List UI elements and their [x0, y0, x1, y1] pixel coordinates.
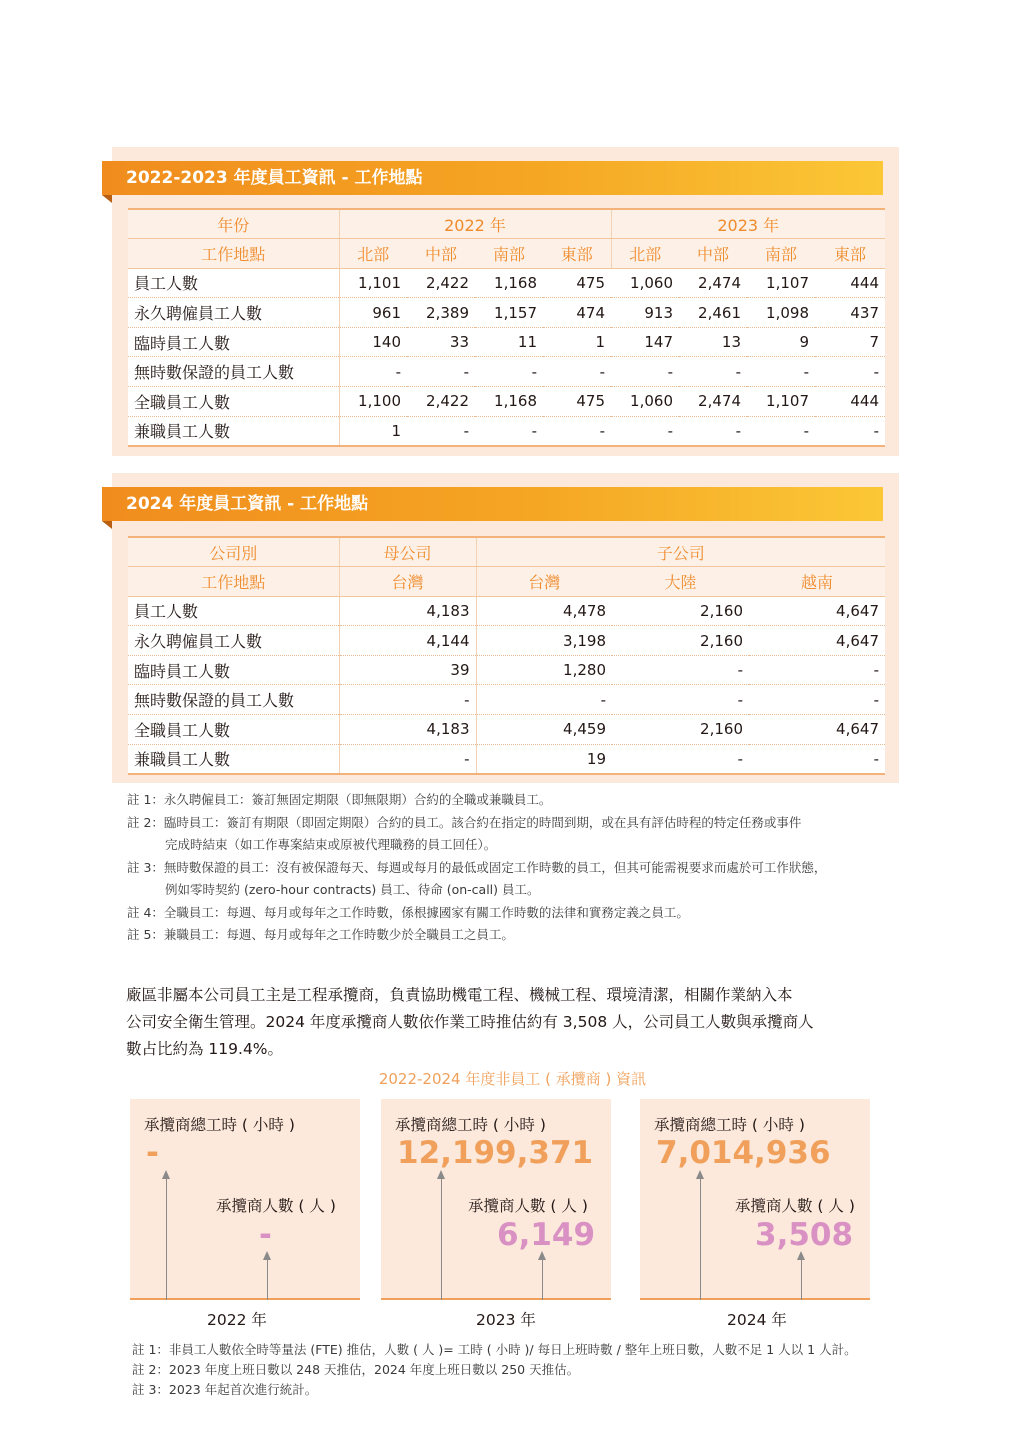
table-row: [128, 715, 885, 745]
note: 註 3：無時數保證的員工：沒有被保證每天、每週或每月的最低或固定工作時數的員工，但其可能需視要求而處於可工作狀態，: [127, 859, 827, 875]
arrow-up-icon: [441, 1178, 442, 1300]
cell: 913: [611, 298, 679, 328]
cell: -: [747, 416, 815, 446]
cell: 39: [339, 655, 476, 685]
cell: 4,183: [339, 596, 476, 626]
hours-label: 承攬商總工時 ( 小時 ): [144, 1116, 295, 1134]
arrow-up-icon: [267, 1259, 268, 1300]
row-label: 員工人數: [128, 268, 339, 298]
year-label-2024: 2024 年: [727, 1311, 787, 1329]
year-2023: 2023 年: [611, 209, 885, 239]
hours-value: 12,199,371: [397, 1135, 594, 1171]
cell: 4,459: [476, 715, 612, 745]
table-row: [128, 596, 885, 626]
cell: 1,168: [475, 387, 543, 417]
table-row: [128, 268, 885, 298]
loc-cell: 北部: [611, 239, 679, 269]
row-label: 臨時員工人數: [128, 655, 339, 685]
loc-cell: 南部: [475, 239, 543, 269]
row-label: 無時數保證的員工人數: [128, 357, 339, 387]
location-header: 工作地點: [128, 567, 339, 597]
cell: -: [612, 655, 749, 685]
cell: 1,107: [747, 387, 815, 417]
table-row: [128, 685, 885, 715]
table-row: [128, 416, 885, 446]
cell: -: [612, 744, 749, 774]
arrow-up-icon: [542, 1259, 543, 1300]
row-label: 永久聘僱員工人數: [128, 626, 339, 656]
cell: -: [679, 357, 747, 387]
table1-location-row: [128, 239, 885, 269]
row-label: 臨時員工人數: [128, 327, 339, 357]
cell: -: [543, 416, 611, 446]
paragraph-line: 廠區非屬本公司員工主是工程承攬商，負責協助機電工程、機械工程、環境清潔，相關作業納入本: [126, 986, 793, 1004]
loc-cell: 東部: [815, 239, 885, 269]
table2-company-row: [128, 537, 885, 567]
cell: 961: [339, 298, 407, 328]
arrow-up-icon: [700, 1178, 701, 1300]
cell: -: [749, 685, 885, 715]
cell: -: [339, 685, 476, 715]
contractor-card-2023: [381, 1099, 611, 1300]
row-label: 無時數保證的員工人數: [128, 685, 339, 715]
subsidiary: 子公司: [476, 537, 885, 567]
cell: -: [543, 357, 611, 387]
contractor-card-2024: [640, 1099, 870, 1300]
cell: -: [339, 357, 407, 387]
table2-location-row: [128, 567, 885, 597]
table-row: [128, 298, 885, 328]
cell: 4,144: [339, 626, 476, 656]
year-header: 年份: [128, 209, 339, 239]
note: 註 1：永久聘僱員工：簽訂無固定期限（即無限期）合約的全職或兼職員工。: [127, 792, 552, 807]
year-label-2022: 2022 年: [207, 1311, 267, 1329]
table-notes: [127, 789, 826, 947]
table2-panel: [112, 473, 899, 783]
cell: 1,060: [611, 268, 679, 298]
cell: 4,478: [476, 596, 612, 626]
loc-cell: 台灣: [476, 567, 612, 597]
cell: -: [407, 416, 475, 446]
cell: -: [815, 357, 885, 387]
cell: 4,183: [339, 715, 476, 745]
location-header: 工作地點: [128, 239, 339, 269]
paragraph-line: 數占比約為 119.4%。: [126, 1040, 284, 1058]
table1-panel: [112, 147, 899, 456]
table1-title: 2022-2023 年度員工資訊 - 工作地點: [102, 161, 883, 195]
year-2022: 2022 年: [339, 209, 611, 239]
cell: 1,280: [476, 655, 612, 685]
row-label: 全職員工人數: [128, 387, 339, 417]
cell: -: [339, 744, 476, 774]
loc-cell: 越南: [749, 567, 885, 597]
cell: 1,157: [475, 298, 543, 328]
loc-cell: 東部: [543, 239, 611, 269]
note: 註 2：2023 年度上班日數以 248 天推估，2024 年度上班日數以 250 天推估。: [132, 1362, 580, 1377]
cell: 2,160: [612, 715, 749, 745]
cell: 147: [611, 327, 679, 357]
hours-label: 承攬商總工時 ( 小時 ): [395, 1116, 546, 1134]
parent-company: 母公司: [339, 537, 476, 567]
cell: 4,647: [749, 596, 885, 626]
cell: 1,060: [611, 387, 679, 417]
cell: -: [611, 357, 679, 387]
contractor-notes: [132, 1340, 857, 1400]
cell: -: [679, 416, 747, 446]
cell: 3,198: [476, 626, 612, 656]
table1: [128, 208, 885, 447]
contractor-card-2022: [130, 1099, 360, 1300]
cell: 2,160: [612, 596, 749, 626]
table-row: [128, 744, 885, 774]
cell: 1: [339, 416, 407, 446]
cell: -: [749, 655, 885, 685]
table1-year-row: [128, 209, 885, 239]
note-continued: 例如零時契約 (zero-hour contracts) 員工、待命 (on-call) 員工。: [165, 882, 540, 897]
cell: -: [612, 685, 749, 715]
row-label: 員工人數: [128, 596, 339, 626]
loc-cell: 南部: [747, 239, 815, 269]
cell: 437: [815, 298, 885, 328]
people-label: 承攬商人數 ( 人 ): [216, 1197, 336, 1215]
cell: 140: [339, 327, 407, 357]
cell: 1,100: [339, 387, 407, 417]
table-row: [128, 357, 885, 387]
cell: 444: [815, 387, 885, 417]
cell: -: [611, 416, 679, 446]
table2: [128, 536, 885, 775]
loc-cell: 中部: [407, 239, 475, 269]
contractor-paragraph: [126, 982, 886, 1063]
note: 註 3：2023 年起首次進行統計。: [132, 1382, 318, 1397]
cell: 2,160: [612, 626, 749, 656]
table-row: [128, 387, 885, 417]
cell: 475: [543, 268, 611, 298]
loc-cell: 大陸: [612, 567, 749, 597]
table-row: [128, 327, 885, 357]
note-continued: 完成時結束（如工作專案結束或原被代理職務的員工回任）。: [165, 837, 497, 852]
cell: 9: [747, 327, 815, 357]
hours-value: -: [146, 1135, 159, 1171]
note: 註 2：臨時員工：簽訂有期限（即固定期限）合約的員工。該合約在指定的時間到期，或在具有評估時程的特定任務或事件: [127, 814, 802, 830]
cell: -: [815, 416, 885, 446]
loc-cell: 台灣: [339, 567, 476, 597]
cell: -: [475, 357, 543, 387]
cell: 475: [543, 387, 611, 417]
row-label: 兼職員工人數: [128, 416, 339, 446]
cell: 2,422: [407, 268, 475, 298]
row-label: 永久聘僱員工人數: [128, 298, 339, 328]
cell: 1,101: [339, 268, 407, 298]
year-label-2023: 2023 年: [476, 1311, 536, 1329]
cell: 1,107: [747, 268, 815, 298]
cell: -: [476, 685, 612, 715]
cell: 1,168: [475, 268, 543, 298]
note: 註 5：兼職員工：每週、每月或每年之工作時數少於全職員工之員工。: [127, 927, 514, 942]
people-label: 承攬商人數 ( 人 ): [735, 1197, 855, 1215]
cell: -: [475, 416, 543, 446]
cell: 2,422: [407, 387, 475, 417]
arrow-up-icon: [166, 1178, 167, 1300]
table-row: [128, 626, 885, 656]
company-header: 公司別: [128, 537, 339, 567]
cell: 11: [475, 327, 543, 357]
paragraph-line: 公司安全衛生管理。2024 年度承攬商人數依作業工時推估約有 3,508 人，公司員工人數與承攬商人: [126, 1013, 814, 1031]
row-label: 全職員工人數: [128, 715, 339, 745]
people-value: 3,508: [755, 1217, 854, 1253]
people-value: -: [259, 1217, 272, 1253]
loc-cell: 北部: [339, 239, 407, 269]
cell: 1,098: [747, 298, 815, 328]
cell: 13: [679, 327, 747, 357]
cell: 444: [815, 268, 885, 298]
cell: 2,474: [679, 268, 747, 298]
cell: 4,647: [749, 626, 885, 656]
hours-value: 7,014,936: [656, 1135, 831, 1171]
cell: 2,461: [679, 298, 747, 328]
cell: 2,389: [407, 298, 475, 328]
loc-cell: 中部: [679, 239, 747, 269]
row-label: 兼職員工人數: [128, 744, 339, 774]
contractor-title: 2022-2024 年度非員工 ( 承攬商 ) 資訊: [378, 1070, 647, 1088]
people-value: 6,149: [497, 1217, 596, 1253]
table-row: [128, 655, 885, 685]
cell: 4,647: [749, 715, 885, 745]
cell: 7: [815, 327, 885, 357]
cell: 1: [543, 327, 611, 357]
cell: -: [749, 744, 885, 774]
arrow-up-icon: [801, 1259, 802, 1300]
cell: 2,474: [679, 387, 747, 417]
cell: 19: [476, 744, 612, 774]
hours-label: 承攬商總工時 ( 小時 ): [654, 1116, 805, 1134]
cell: 33: [407, 327, 475, 357]
cell: 474: [543, 298, 611, 328]
people-label: 承攬商人數 ( 人 ): [468, 1197, 588, 1215]
table2-title: 2024 年度員工資訊 - 工作地點: [102, 487, 883, 521]
note: 註 4：全職員工：每週、每月或每年之工作時數，係根據國家有關工作時數的法律和實務定義之員工。: [127, 904, 689, 920]
note: 註 1：非員工人數依全時等量法 (FTE) 推估，人數 ( 人 )= 工時 ( 小時 )/ 每日上班時數 / 整年上班日數，人數不足 1 人以 1 人計。: [132, 1342, 857, 1357]
cell: -: [407, 357, 475, 387]
cell: -: [747, 357, 815, 387]
